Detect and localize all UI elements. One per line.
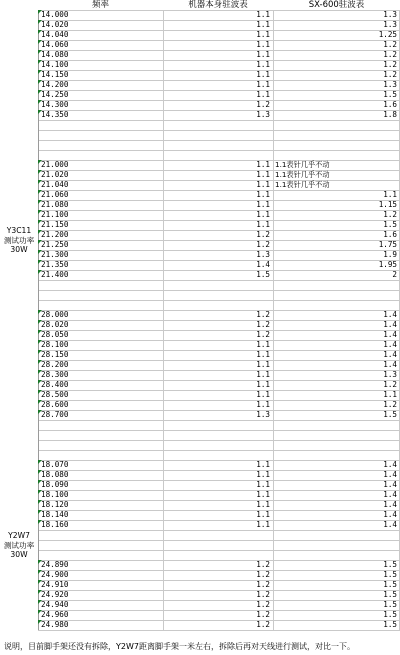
sx-swr-cell[interactable]: 1.5 bbox=[383, 570, 397, 579]
body-swr-cell[interactable]: 1.1 bbox=[256, 180, 270, 189]
table-row bbox=[38, 120, 400, 130]
table-row bbox=[38, 230, 400, 240]
freq-cell[interactable]: 21.400 bbox=[41, 270, 69, 279]
group-label-line: 测试功率 bbox=[3, 235, 35, 245]
freq-cell[interactable]: 21.300 bbox=[41, 250, 69, 259]
table-row bbox=[38, 260, 400, 270]
body-swr-cell[interactable]: 1.2 bbox=[256, 230, 270, 239]
body-swr-cell[interactable]: 1.1 bbox=[256, 500, 270, 509]
body-swr-cell[interactable]: 1.2 bbox=[256, 240, 270, 249]
sx-swr-cell[interactable]: 1.5 bbox=[383, 610, 397, 619]
table-row bbox=[38, 140, 400, 150]
table-row bbox=[38, 310, 400, 320]
body-swr-cell[interactable] bbox=[163, 140, 273, 150]
table-row bbox=[38, 150, 400, 160]
freq-cell[interactable]: 24.940 bbox=[41, 600, 69, 609]
sx-swr-cell[interactable]: 1.4 bbox=[383, 310, 397, 319]
sx-swr-cell[interactable] bbox=[273, 420, 400, 430]
group-label-line: 30W bbox=[10, 245, 28, 254]
body-swr-cell[interactable] bbox=[163, 280, 273, 290]
freq-cell[interactable] bbox=[38, 440, 163, 450]
body-swr-cell[interactable]: 1.1 bbox=[256, 220, 270, 229]
freq-cell[interactable]: 28.150 bbox=[41, 350, 69, 359]
freq-cell[interactable] bbox=[38, 550, 163, 560]
table-row bbox=[38, 250, 400, 260]
group-label-line: Y3C11 bbox=[6, 226, 32, 235]
freq-cell[interactable]: 14.350 bbox=[41, 110, 69, 119]
sx-swr-cell[interactable] bbox=[273, 450, 400, 460]
freq-cell[interactable]: 28.100 bbox=[41, 340, 69, 349]
sx-swr-cell[interactable] bbox=[273, 440, 400, 450]
table-row bbox=[38, 170, 400, 180]
freq-cell[interactable]: 28.700 bbox=[41, 410, 69, 419]
freq-cell[interactable]: 18.100 bbox=[41, 490, 69, 499]
sx-swr-cell[interactable]: 1.8 bbox=[383, 110, 397, 119]
group-label-line: 测试功率 bbox=[3, 540, 35, 550]
sx-swr-cell[interactable]: 1.1 bbox=[383, 190, 397, 199]
table-row bbox=[38, 550, 400, 560]
body-swr-cell[interactable]: 1.3 bbox=[256, 250, 270, 259]
sx-swr-cell[interactable]: 1.3 bbox=[383, 80, 397, 89]
freq-cell[interactable] bbox=[38, 280, 163, 290]
freq-cell[interactable]: 28.200 bbox=[41, 360, 69, 369]
sx-swr-cell[interactable]: 1.3 bbox=[383, 20, 397, 29]
body-swr-cell[interactable]: 1.1 bbox=[256, 520, 270, 529]
table-row bbox=[38, 580, 400, 590]
sx-swr-cell[interactable]: 1.4 bbox=[383, 330, 397, 339]
freq-cell[interactable]: 18.140 bbox=[41, 510, 69, 519]
freq-cell[interactable]: 21.100 bbox=[41, 210, 69, 219]
table-row bbox=[38, 110, 400, 120]
table-row bbox=[38, 60, 400, 70]
body-swr-cell[interactable]: 1.1 bbox=[256, 200, 270, 209]
table-row bbox=[38, 80, 400, 90]
sx-swr-cell[interactable] bbox=[273, 150, 400, 160]
freq-cell[interactable]: 28.600 bbox=[41, 400, 69, 409]
body-swr-cell[interactable]: 1.1 bbox=[256, 480, 270, 489]
sx-swr-cell[interactable] bbox=[273, 430, 400, 440]
sx-swr-cell[interactable]: 1.3 bbox=[383, 10, 397, 19]
group-label-y2w7 bbox=[0, 531, 38, 560]
sx-swr-cell[interactable]: 1.4 bbox=[383, 460, 397, 469]
table-row bbox=[38, 490, 400, 500]
body-swr-cell[interactable]: 1.2 bbox=[256, 100, 270, 109]
table-row bbox=[38, 280, 400, 290]
sx-swr-cell[interactable]: 1.25 bbox=[378, 30, 397, 39]
freq-cell[interactable] bbox=[38, 420, 163, 430]
body-swr-cell[interactable]: 1.1 bbox=[256, 340, 270, 349]
sx-swr-cell[interactable]: 1.15 bbox=[378, 200, 397, 209]
freq-cell[interactable]: 14.150 bbox=[41, 70, 69, 79]
freq-cell[interactable]: 28.050 bbox=[41, 330, 69, 339]
sx-swr-cell[interactable] bbox=[273, 300, 400, 310]
body-swr-cell[interactable]: 1.4 bbox=[256, 260, 270, 269]
table-row bbox=[38, 450, 400, 460]
body-swr-cell[interactable]: 1.1 bbox=[256, 90, 270, 99]
body-swr-cell[interactable] bbox=[163, 530, 273, 540]
table-row bbox=[38, 350, 400, 360]
table-row bbox=[38, 390, 400, 400]
freq-cell[interactable]: 21.150 bbox=[41, 220, 69, 229]
group-label-line: 30W bbox=[10, 550, 28, 559]
table-row bbox=[38, 290, 400, 300]
sx-swr-cell[interactable]: 1.2 bbox=[383, 210, 397, 219]
freq-cell[interactable]: 14.300 bbox=[41, 100, 69, 109]
freq-cell[interactable] bbox=[38, 530, 163, 540]
body-swr-cell[interactable]: 1.3 bbox=[256, 410, 270, 419]
freq-cell[interactable]: 24.900 bbox=[41, 570, 69, 579]
body-swr-cell[interactable]: 1.1 bbox=[256, 350, 270, 359]
freq-cell[interactable]: 14.000 bbox=[41, 10, 69, 19]
table-row bbox=[38, 330, 400, 340]
body-swr-cell[interactable] bbox=[163, 290, 273, 300]
body-swr-cell[interactable]: 1.1 bbox=[256, 40, 270, 49]
sx-swr-cell[interactable] bbox=[273, 540, 400, 550]
sx-swr-cell[interactable]: 1.4 bbox=[383, 340, 397, 349]
body-swr-cell[interactable] bbox=[163, 430, 273, 440]
table-row bbox=[38, 190, 400, 200]
table-row bbox=[38, 540, 400, 550]
body-swr-cell[interactable]: 1.2 bbox=[256, 560, 270, 569]
sx-swr-cell[interactable]: 1.1表针几乎不动 bbox=[275, 180, 330, 189]
table-row bbox=[38, 300, 400, 310]
body-swr-cell[interactable]: 1.1 bbox=[256, 490, 270, 499]
freq-cell[interactable]: 18.090 bbox=[41, 480, 69, 489]
sx-swr-cell[interactable]: 1.4 bbox=[383, 520, 397, 529]
freq-cell[interactable] bbox=[38, 290, 163, 300]
sx-swr-cell[interactable] bbox=[273, 290, 400, 300]
table-row bbox=[38, 100, 400, 110]
table-row bbox=[38, 220, 400, 230]
table-row bbox=[38, 530, 400, 540]
sx-swr-cell[interactable] bbox=[273, 120, 400, 130]
freq-cell[interactable]: 28.300 bbox=[41, 370, 69, 379]
freq-cell[interactable]: 28.500 bbox=[41, 390, 69, 399]
sx-swr-cell[interactable]: 2 bbox=[392, 270, 397, 279]
table-row bbox=[38, 600, 400, 610]
header-freq: 频率 bbox=[91, 0, 109, 10]
sx-swr-cell[interactable]: 1.4 bbox=[383, 480, 397, 489]
header-sx-swr: SX-600驻波表 bbox=[308, 0, 365, 10]
sx-swr-cell[interactable]: 1.2 bbox=[383, 60, 397, 69]
table-row bbox=[38, 270, 400, 280]
sx-swr-cell[interactable] bbox=[273, 280, 400, 290]
body-swr-cell[interactable]: 1.1 bbox=[256, 190, 270, 199]
sx-swr-cell[interactable]: 1.2 bbox=[383, 40, 397, 49]
body-swr-cell[interactable] bbox=[163, 550, 273, 560]
freq-cell[interactable]: 24.960 bbox=[41, 610, 69, 619]
body-swr-cell[interactable]: 1.1 bbox=[256, 60, 270, 69]
table-row bbox=[38, 210, 400, 220]
freq-cell[interactable] bbox=[38, 130, 163, 140]
freq-cell[interactable]: 21.350 bbox=[41, 260, 69, 269]
body-swr-cell[interactable]: 1.1 bbox=[256, 30, 270, 39]
body-swr-cell[interactable]: 1.1 bbox=[256, 210, 270, 219]
table-row bbox=[38, 50, 400, 60]
freq-cell[interactable]: 18.080 bbox=[41, 470, 69, 479]
body-swr-cell[interactable] bbox=[163, 120, 273, 130]
sx-swr-cell[interactable]: 1.4 bbox=[383, 470, 397, 479]
body-swr-cell[interactable]: 1.2 bbox=[256, 320, 270, 329]
body-swr-cell[interactable] bbox=[163, 450, 273, 460]
table-row bbox=[38, 430, 400, 440]
body-swr-cell[interactable]: 1.1 bbox=[256, 10, 270, 19]
sx-swr-cell[interactable]: 1.5 bbox=[383, 220, 397, 229]
table-row bbox=[38, 460, 400, 470]
body-swr-cell[interactable]: 1.3 bbox=[256, 110, 270, 119]
table-row bbox=[38, 340, 400, 350]
body-swr-cell[interactable] bbox=[163, 540, 273, 550]
freq-cell[interactable]: 14.020 bbox=[41, 20, 69, 29]
body-swr-cell[interactable]: 1.1 bbox=[256, 470, 270, 479]
table-row bbox=[38, 40, 400, 50]
body-swr-cell[interactable]: 1.1 bbox=[256, 20, 270, 29]
header-body-swr: 机器本身驻波表 bbox=[188, 0, 248, 10]
sx-swr-cell[interactable]: 1.5 bbox=[383, 560, 397, 569]
sx-swr-cell[interactable]: 1.6 bbox=[383, 100, 397, 109]
table-row bbox=[38, 470, 400, 480]
freq-cell[interactable]: 21.080 bbox=[41, 200, 69, 209]
sx-swr-cell[interactable]: 1.4 bbox=[383, 510, 397, 519]
body-swr-cell[interactable]: 1.1 bbox=[256, 70, 270, 79]
freq-cell[interactable]: 21.020 bbox=[41, 170, 69, 179]
freq-cell[interactable] bbox=[38, 120, 163, 130]
table-row bbox=[38, 610, 400, 620]
body-swr-cell[interactable]: 1.2 bbox=[256, 310, 270, 319]
body-swr-cell[interactable]: 1.1 bbox=[256, 170, 270, 179]
sx-swr-cell[interactable]: 1.6 bbox=[383, 230, 397, 239]
table-row bbox=[38, 560, 400, 570]
freq-cell[interactable]: 28.400 bbox=[41, 380, 69, 389]
sx-swr-cell[interactable]: 1.2 bbox=[383, 70, 397, 79]
table-row bbox=[38, 500, 400, 510]
footnote: 说明，目前脚手架还没有拆除，Y2W7距离脚手架一米左右，拆除后再对天线进行测试，对比一下。 bbox=[4, 642, 355, 651]
table-row bbox=[38, 590, 400, 600]
freq-cell[interactable]: 24.920 bbox=[41, 590, 69, 599]
sx-swr-cell[interactable]: 1.5 bbox=[383, 580, 397, 589]
freq-cell[interactable]: 14.200 bbox=[41, 80, 69, 89]
table-row bbox=[38, 360, 400, 370]
table-row bbox=[38, 570, 400, 580]
sx-swr-cell[interactable]: 1.5 bbox=[383, 590, 397, 599]
freq-cell[interactable]: 18.070 bbox=[41, 460, 69, 469]
freq-cell[interactable]: 14.080 bbox=[41, 50, 69, 59]
body-swr-cell[interactable] bbox=[163, 440, 273, 450]
freq-cell[interactable]: 18.160 bbox=[41, 520, 69, 529]
sx-swr-cell[interactable] bbox=[273, 530, 400, 540]
body-swr-cell[interactable]: 1.2 bbox=[256, 330, 270, 339]
sx-swr-cell[interactable]: 1.95 bbox=[378, 260, 397, 269]
sx-swr-cell[interactable]: 1.5 bbox=[383, 410, 397, 419]
freq-cell[interactable] bbox=[38, 540, 163, 550]
body-swr-cell[interactable] bbox=[163, 300, 273, 310]
group-label-y3c11 bbox=[0, 226, 38, 255]
group-label-line: Y2W7 bbox=[8, 531, 30, 540]
freq-cell[interactable]: 18.120 bbox=[41, 500, 69, 509]
freq-cell[interactable]: 28.020 bbox=[41, 320, 69, 329]
sx-swr-cell[interactable]: 1.4 bbox=[383, 490, 397, 499]
body-swr-cell[interactable]: 1.2 bbox=[256, 610, 270, 619]
body-swr-cell[interactable]: 1.2 bbox=[256, 570, 270, 579]
body-swr-cell[interactable]: 1.2 bbox=[256, 620, 270, 629]
grid-line bbox=[38, 630, 400, 631]
body-swr-cell[interactable]: 1.1 bbox=[256, 160, 270, 169]
table-row bbox=[38, 130, 400, 140]
table-row bbox=[38, 520, 400, 530]
sx-swr-cell[interactable] bbox=[273, 550, 400, 560]
table-row bbox=[38, 380, 400, 390]
freq-cell[interactable]: 24.890 bbox=[41, 560, 69, 569]
table-row bbox=[38, 70, 400, 80]
table-row bbox=[38, 320, 400, 330]
body-swr-cell[interactable]: 1.1 bbox=[256, 400, 270, 409]
sx-swr-cell[interactable]: 1.2 bbox=[383, 380, 397, 389]
table-row bbox=[38, 620, 400, 630]
table-row bbox=[38, 410, 400, 420]
sx-swr-cell[interactable] bbox=[273, 140, 400, 150]
body-swr-cell[interactable]: 1.2 bbox=[256, 590, 270, 599]
body-swr-cell[interactable]: 1.1 bbox=[256, 460, 270, 469]
freq-cell[interactable]: 28.000 bbox=[41, 310, 69, 319]
sx-swr-cell[interactable]: 1.1表针几乎不动 bbox=[275, 170, 330, 179]
freq-cell[interactable] bbox=[38, 450, 163, 460]
freq-cell[interactable]: 24.980 bbox=[41, 620, 69, 629]
table-row bbox=[38, 160, 400, 170]
sx-swr-cell[interactable]: 1.3 bbox=[383, 370, 397, 379]
sx-swr-cell[interactable]: 1.5 bbox=[383, 90, 397, 99]
freq-cell[interactable]: 14.250 bbox=[41, 90, 69, 99]
sx-swr-cell[interactable]: 1.5 bbox=[383, 620, 397, 629]
freq-cell[interactable]: 21.250 bbox=[41, 240, 69, 249]
sx-swr-cell[interactable] bbox=[273, 130, 400, 140]
sx-swr-cell[interactable]: 1.2 bbox=[383, 50, 397, 59]
body-swr-cell[interactable]: 1.2 bbox=[256, 600, 270, 609]
sx-swr-cell[interactable]: 1.4 bbox=[383, 360, 397, 369]
body-swr-cell[interactable] bbox=[163, 420, 273, 430]
freq-cell[interactable]: 14.060 bbox=[41, 40, 69, 49]
table-row bbox=[38, 90, 400, 100]
sx-swr-cell[interactable]: 1.2 bbox=[383, 400, 397, 409]
freq-cell[interactable]: 21.200 bbox=[41, 230, 69, 239]
sx-swr-cell[interactable]: 1.5 bbox=[383, 600, 397, 609]
sx-swr-cell[interactable]: 1.1表针几乎不动 bbox=[275, 160, 330, 169]
table-row bbox=[38, 370, 400, 380]
freq-cell[interactable]: 21.000 bbox=[41, 160, 69, 169]
body-swr-cell[interactable]: 1.1 bbox=[256, 510, 270, 519]
table-row bbox=[38, 180, 400, 190]
sx-swr-cell[interactable]: 1.75 bbox=[378, 240, 397, 249]
sx-swr-cell[interactable]: 1.4 bbox=[383, 500, 397, 509]
freq-cell[interactable] bbox=[38, 150, 163, 160]
freq-cell[interactable]: 21.060 bbox=[41, 190, 69, 199]
table-row bbox=[38, 10, 400, 20]
body-swr-cell[interactable] bbox=[163, 150, 273, 160]
freq-cell[interactable] bbox=[38, 300, 163, 310]
table-row bbox=[38, 30, 400, 40]
body-swr-cell[interactable]: 1.1 bbox=[256, 390, 270, 399]
body-swr-cell[interactable] bbox=[163, 130, 273, 140]
freq-cell[interactable]: 14.100 bbox=[41, 60, 69, 69]
body-swr-cell[interactable]: 1.5 bbox=[256, 270, 270, 279]
freq-cell[interactable]: 21.040 bbox=[41, 180, 69, 189]
body-swr-cell[interactable]: 1.2 bbox=[256, 580, 270, 589]
body-swr-cell[interactable]: 1.1 bbox=[256, 380, 270, 389]
sx-swr-cell[interactable]: 1.4 bbox=[383, 350, 397, 359]
freq-cell[interactable]: 24.910 bbox=[41, 580, 69, 589]
body-swr-cell[interactable]: 1.1 bbox=[256, 80, 270, 89]
freq-cell[interactable] bbox=[38, 430, 163, 440]
table-row bbox=[38, 200, 400, 210]
table-row bbox=[38, 240, 400, 250]
freq-cell[interactable] bbox=[38, 140, 163, 150]
table-row bbox=[38, 400, 400, 410]
table-row bbox=[38, 20, 400, 30]
body-swr-cell[interactable]: 1.1 bbox=[256, 50, 270, 59]
table-row bbox=[38, 480, 400, 490]
sx-swr-cell[interactable]: 1.1 bbox=[383, 390, 397, 399]
body-swr-cell[interactable]: 1.1 bbox=[256, 360, 270, 369]
freq-cell[interactable]: 14.040 bbox=[41, 30, 69, 39]
sx-swr-cell[interactable]: 1.4 bbox=[383, 320, 397, 329]
sx-swr-cell[interactable]: 1.9 bbox=[383, 250, 397, 259]
body-swr-cell[interactable]: 1.1 bbox=[256, 370, 270, 379]
table-row bbox=[38, 420, 400, 430]
table-row bbox=[38, 510, 400, 520]
table-row bbox=[38, 440, 400, 450]
